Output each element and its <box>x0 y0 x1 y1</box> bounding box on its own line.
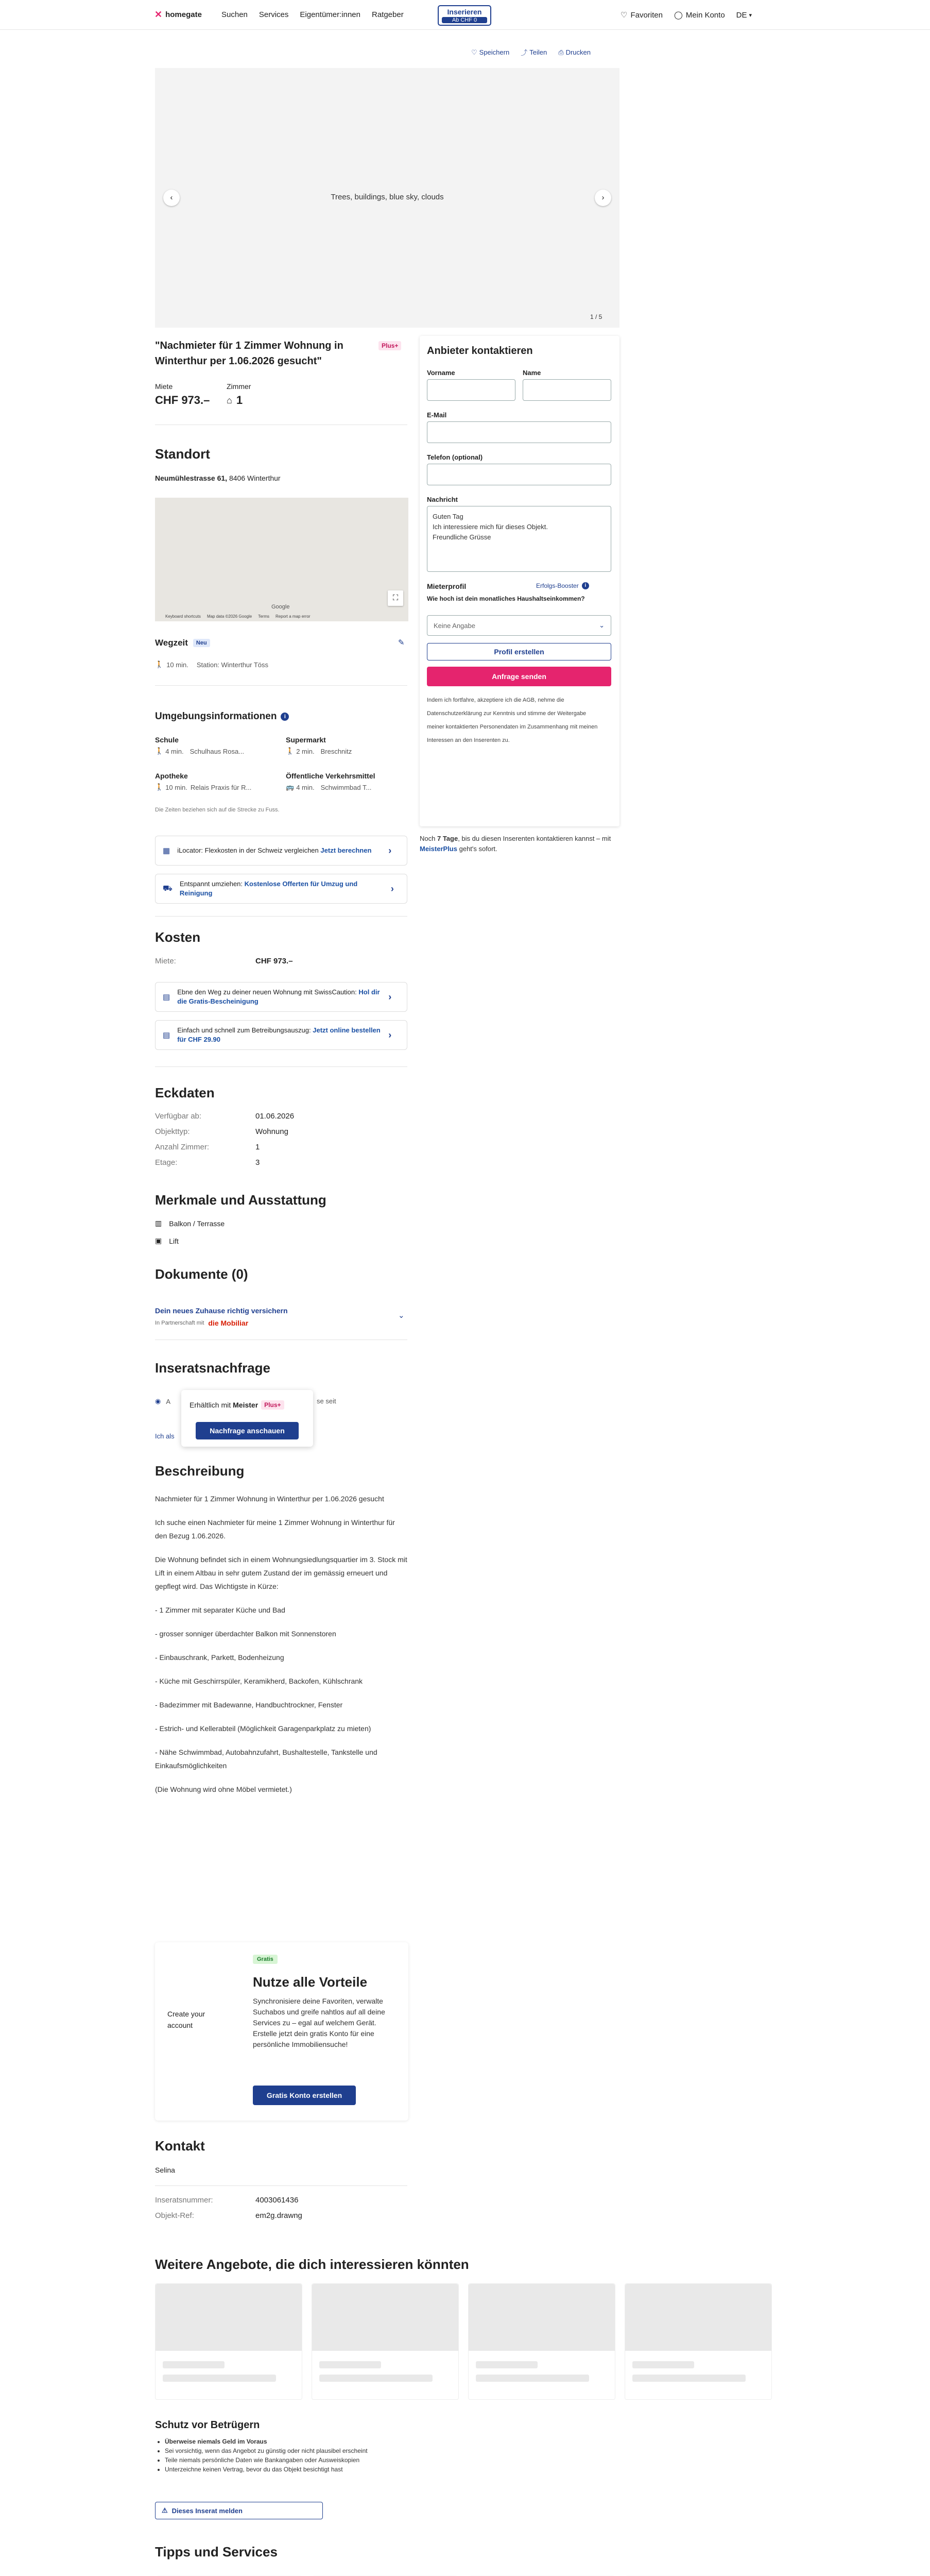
env-time: 4 min. <box>296 783 315 791</box>
feature-item: Lift <box>169 1236 179 1245</box>
next-image-button[interactable] <box>595 190 611 206</box>
env-place: Schwimmbad T... <box>320 783 372 791</box>
commute-time: 10 min. <box>166 660 188 669</box>
env-label: Öffentliche Verkehrsmittel <box>286 772 375 780</box>
walk-icon: 🚶 <box>155 660 164 668</box>
walk-icon: 🚶 <box>155 747 164 755</box>
contact-key: Objekt-Ref: <box>155 2211 194 2220</box>
fact-row <box>155 1124 294 1140</box>
last-name-field[interactable] <box>523 379 611 401</box>
env-item-supermarket <box>286 736 404 755</box>
phone-field[interactable] <box>427 464 611 485</box>
costs-label: Miete: <box>155 957 176 965</box>
popup-bold: Meister <box>233 1401 259 1409</box>
insert-label: Inserieren <box>447 8 482 16</box>
fullscreen-icon: ⛶ <box>392 594 399 602</box>
share-button[interactable] <box>521 47 547 57</box>
fraud-list <box>165 2437 368 2474</box>
fraud-item: • Überweise niemals Geld im Voraus <box>165 2437 368 2446</box>
env-time: 2 min. <box>296 747 315 755</box>
email-field[interactable] <box>427 421 611 443</box>
contact-value: em2g.drawng <box>255 2211 302 2220</box>
nav-ratgeber[interactable]: Ratgeber <box>371 10 404 19</box>
demand-popup <box>181 1390 313 1447</box>
info-icon: i <box>582 582 589 589</box>
description-paragraph: - Nähe Schwimmbad, Autobahnzufahrt, Bushaltestelle, Tankstelle und Einkaufsmöglichkeiten <box>155 1748 377 1770</box>
fact-value: 1 <box>255 1143 260 1151</box>
nav-suchen[interactable]: Suchen <box>221 10 248 19</box>
fact-key: Etage: <box>155 1158 178 1167</box>
rent-value: CHF 973.– <box>155 394 210 406</box>
env-place: Breschnitz <box>320 747 352 755</box>
listing-title <box>155 338 397 369</box>
popup-text: Erhältlich mit <box>190 1401 231 1409</box>
fraud-item: • Sei vorsichtig, wenn das Angebot zu günstig oder nicht plausibel erscheint <box>165 2446 368 2455</box>
note-text: Noch <box>420 835 436 842</box>
description-heading: Beschreibung <box>155 1463 245 1479</box>
signup-body: Synchronisiere deine Favoriten, verwalte Suchabos und greife nahtlos auf all deine Services zu – egal auf welchem Gerät. Erstelle jetzt dein gratis Konto für eine persönliche Immobiliensuche! <box>253 1997 385 2048</box>
chevron-right-icon: › <box>601 193 605 202</box>
map-shortcuts[interactable]: Keyboard shortcuts <box>165 614 201 619</box>
promo-text: Ebne den Weg zu deiner neuen Wohnung mit SwissCaution: <box>177 988 357 996</box>
env-label: Schule <box>155 736 179 744</box>
promo-ilocator[interactable] <box>155 836 407 866</box>
balcony-icon: ▥ <box>155 1219 162 1227</box>
contact-key: Inseratsnummer: <box>155 2196 213 2205</box>
top-header <box>0 0 930 30</box>
truck-icon: ⛟ <box>163 884 173 893</box>
description-paragraph: - 1 Zimmer mit separater Küche und Bad <box>155 1606 285 1614</box>
fact-value: 3 <box>255 1158 260 1167</box>
map-terms[interactable]: Terms <box>258 614 270 619</box>
fact-key: Verfügbar ab: <box>155 1112 202 1121</box>
offer-card-skeleton[interactable] <box>468 2283 615 2400</box>
env-label: Apotheke <box>155 772 188 780</box>
warning-icon: ⚠ <box>162 2506 168 2514</box>
nav-eigentuemer[interactable]: Eigentümer:innen <box>300 10 360 19</box>
promo-link[interactable]: Hol dir die Gratis-Bescheinigung <box>177 988 380 1005</box>
logo-text: homegate <box>165 10 202 19</box>
partner-text: In Partnerschaft mit <box>155 1320 204 1326</box>
listing-title-text: "Nachmieter für 1 Zimmer Wohnung in Winterthur per 1.06.2026 gesucht" <box>155 340 343 367</box>
document-icon: ▤ <box>163 1031 170 1040</box>
promo-text: iLocator: Flexkosten in der Schweiz vergleichen <box>177 846 319 854</box>
contact-row <box>155 2193 302 2208</box>
print-label: Drucken <box>565 48 591 56</box>
env-item-school <box>155 736 273 755</box>
map-google: Google <box>271 604 290 610</box>
map-data: Map data ©2026 Google <box>206 614 252 619</box>
env-place: Schulhaus Rosa... <box>190 747 245 755</box>
chevron-down-icon: ▾ <box>749 12 752 19</box>
facts-table <box>155 1109 294 1171</box>
heart-icon: ♡ <box>621 11 628 20</box>
fact-value: 01.06.2026 <box>255 1112 295 1121</box>
contact-heading: Kontakt <box>155 2138 205 2154</box>
bus-icon: 🚌 <box>286 783 295 791</box>
user-icon: ◯ <box>674 11 683 20</box>
favorites-label: Favoriten <box>630 10 663 20</box>
language-label: DE <box>736 10 747 20</box>
legal-text: Indem ich fortfahre, akzeptiere ich die AGB, nehme die Datenschutzerklärung zur Kenntnis und stimme der Weitergabe meiner kontaktierten Personendaten im Zusammenhang mit meinen Interessen an den Inserenten zu. <box>427 697 598 743</box>
env-note: Die Zeiten beziehen sich auf die Strecke zu Fuss. <box>155 807 280 813</box>
env-time: 10 min. <box>165 783 187 791</box>
fact-row <box>155 1109 294 1124</box>
contact-form-title: Anbieter kontaktieren <box>427 345 533 357</box>
description-paragraph: (Die Wohnung wird ohne Möbel vermietet.) <box>155 1785 292 1793</box>
env-heading: Umgebungsinformationen <box>155 711 277 722</box>
first-name-field[interactable] <box>427 379 515 401</box>
promo-swisscaution[interactable] <box>155 982 407 1012</box>
rooms-label: Zimmer <box>227 382 251 391</box>
fraud-heading: Schutz vor Betrügern <box>155 2419 260 2431</box>
feature-item: Balkon / Terrasse <box>169 1219 225 1228</box>
address-city: 8406 Winterthur <box>229 474 281 482</box>
promo-betreibung[interactable] <box>155 1020 407 1050</box>
send-request-button[interactable]: Anfrage senden <box>427 667 611 686</box>
env-label: Supermarkt <box>286 736 326 744</box>
chevron-right-icon: › <box>388 1029 392 1040</box>
costs-heading: Kosten <box>155 929 201 945</box>
features-heading: Merkmale und Ausstattung <box>155 1192 326 1208</box>
promo-moving[interactable] <box>155 874 407 904</box>
create-account-button[interactable]: Gratis Konto erstellen <box>253 2086 356 2105</box>
plus-badge: Plus+ <box>261 1400 284 1410</box>
promo-text: Entspannt umziehen: <box>179 880 243 888</box>
map-zoom-button[interactable] <box>388 590 403 606</box>
calculator-icon: ▦ <box>163 846 170 855</box>
promo-link[interactable]: Jetzt online bestellen für CHF 29.90 <box>177 1026 381 1043</box>
offer-card-skeleton[interactable] <box>625 2283 772 2400</box>
fact-row <box>155 1140 294 1155</box>
image-counter: 1 / 5 <box>590 313 602 320</box>
costs-value: CHF 973.– <box>255 957 293 965</box>
promo-link[interactable]: Kostenlose Offerten für Umzug und Reinigung <box>179 880 358 897</box>
image-gallery[interactable] <box>155 68 619 328</box>
income-question: Wie hoch ist dein monatliches Haushaltseinkommen? <box>427 595 585 602</box>
note-days: 7 Tage <box>437 835 458 842</box>
document-icon: ▤ <box>163 993 170 1002</box>
address-street: Neumühlestrasse 61, <box>155 474 228 482</box>
offer-card-skeleton[interactable] <box>155 2283 302 2400</box>
offer-card-skeleton[interactable] <box>312 2283 459 2400</box>
chevron-down-icon: ⌄ <box>398 1311 405 1320</box>
fraud-item: • Teile niemals persönliche Daten wie Bankangaben oder Ausweiskopien <box>165 2455 368 2465</box>
insert-sub: Ab CHF 0 <box>442 17 487 23</box>
chevron-right-icon: › <box>388 845 392 856</box>
env-item-pharmacy <box>155 772 279 791</box>
fact-key: Objekttyp: <box>155 1127 190 1136</box>
insert-button[interactable] <box>438 5 491 26</box>
note-text: geht's sofort. <box>459 845 497 853</box>
contact-name: Selina <box>155 2166 175 2174</box>
commute-title: Wegzeit <box>155 638 188 648</box>
signup-left: Create your account <box>167 2010 205 2029</box>
fact-row <box>155 1155 294 1171</box>
description-paragraph: - Küche mit Geschirrspüler, Keramikherd, Backofen, Kühlschrank <box>155 1677 363 1685</box>
env-item-transport <box>286 772 409 791</box>
location-map[interactable] <box>155 498 408 621</box>
last-name-label: Name <box>523 369 541 377</box>
facts-heading: Eckdaten <box>155 1085 215 1100</box>
gratis-badge: Gratis <box>253 1955 278 1964</box>
map-report[interactable]: Report a map error <box>275 614 311 619</box>
description-paragraph: - Einbauschrank, Parkett, Bodenheizung <box>155 1653 284 1662</box>
more-offers-heading: Weitere Angebote, die dich interessieren könnten <box>155 2257 469 2272</box>
tips-heading: Tipps und Services <box>155 2544 278 2560</box>
logo-icon: ✕ <box>154 9 163 20</box>
description-paragraph: - Badezimmer mit Badewanne, Handbuchtrockner, Fenster <box>155 1701 343 1709</box>
fact-key: Anzahl Zimmer: <box>155 1143 210 1151</box>
chevron-down-icon: ⌄ <box>599 621 605 629</box>
create-profile-button[interactable]: Profil erstellen <box>427 643 611 660</box>
contact-table <box>155 2193 302 2224</box>
account-link[interactable] <box>674 10 725 20</box>
location-heading: Standort <box>155 446 210 462</box>
description-paragraph: - Estrich- und Kellerabteil (Möglichkeit Garagenparkplatz zu mieten) <box>155 1724 371 1733</box>
rooms-value: 1 <box>236 394 243 406</box>
insurance-link[interactable]: Dein neues Zuhause richtig versichern <box>155 1307 288 1315</box>
insurance-promo[interactable] <box>155 1307 407 1327</box>
description-paragraph: Nachmieter für 1 Zimmer Wohnung in Winterthur per 1.06.2026 gesucht <box>155 1495 384 1503</box>
share-label: Teilen <box>529 48 547 56</box>
report-listing-button[interactable] <box>155 2502 323 2519</box>
booster-label: Erfolgs-Booster <box>536 582 579 589</box>
tenant-profile-title: Mieterprofil <box>427 582 467 590</box>
nav-services[interactable]: Services <box>259 10 289 19</box>
save-button[interactable] <box>471 48 509 57</box>
logo[interactable] <box>154 9 202 20</box>
eye-icon: ◉ <box>155 1397 161 1405</box>
documents-heading: Dokumente (0) <box>155 1266 248 1282</box>
description-paragraph: Ich suche einen Nachmieter für meine 1 Zimmer Wohnung in Winterthur für den Bezug 1.06.2026. <box>155 1518 395 1540</box>
mobiliar-logo: die Mobiliar <box>208 1319 249 1327</box>
contact-row <box>155 2208 302 2224</box>
prev-image-button[interactable] <box>163 190 180 206</box>
description-paragraph: - grosser sonniger überdachter Balkon mit Sonnenstoren <box>155 1630 336 1638</box>
demand-heading: Inseratsnachfrage <box>155 1360 270 1376</box>
promo-text: Einfach und schnell zum Betreibungsauszug: <box>177 1026 311 1034</box>
signup-title: Nutze alle Vorteile <box>253 1974 368 1990</box>
heart-icon: ♡ <box>471 48 477 56</box>
new-badge: Neu <box>193 639 210 647</box>
first-name-label: Vorname <box>427 369 455 377</box>
message-label: Nachricht <box>427 496 458 503</box>
demand-seen-suffix: se seit <box>317 1397 336 1405</box>
view-demand-button[interactable]: Nachfrage anschauen <box>196 1422 299 1439</box>
contact-wait-note <box>420 834 619 854</box>
share-icon: ⤴ <box>521 49 528 57</box>
chevron-right-icon: › <box>390 883 394 894</box>
favorites-link[interactable] <box>621 10 663 20</box>
phone-label: Telefon (optional) <box>427 453 483 461</box>
promo-link[interactable]: Jetzt berechnen <box>320 846 372 854</box>
plus-badge: Plus+ <box>378 341 401 350</box>
meisterplus-link[interactable]: MeisterPlus <box>420 845 457 853</box>
env-time: 4 min. <box>165 747 184 755</box>
print-button[interactable] <box>558 48 591 57</box>
income-value: Keine Angabe <box>434 621 475 630</box>
booster-link[interactable] <box>536 582 589 589</box>
language-select[interactable] <box>736 11 752 20</box>
chevron-left-icon: ‹ <box>170 193 173 202</box>
fact-value: Wohnung <box>255 1127 288 1136</box>
chevron-right-icon: › <box>388 991 392 1002</box>
info-icon[interactable]: i <box>281 713 289 721</box>
commute-destination: Station: Winterthur Töss <box>196 660 269 669</box>
print-icon: ⎙ <box>558 48 564 56</box>
contact-sidebar <box>420 336 619 826</box>
income-select[interactable] <box>427 615 611 636</box>
save-label: Speichern <box>479 48 510 56</box>
note-text: , bis du diesen Inserenten kontaktieren kannst – mit <box>458 835 611 842</box>
env-place: Relais Praxis für R... <box>190 783 252 791</box>
signup-card <box>155 1942 408 2121</box>
email-label: E-Mail <box>427 411 447 419</box>
message-field[interactable]: Guten Tag Ich interessiere mich für dieses Objekt. Freundliche Grüsse <box>427 506 611 572</box>
description-paragraph: Die Wohnung befindet sich in einem Wohnungsiedlungsquartier im 3. Stock mit Lift in einem Altbau in sehr gutem Zustand der im gemässig erneuert und gepflegt wird. Das Wichtigste in Kürze: <box>155 1555 407 1590</box>
image-caption: Trees, buildings, blue sky, clouds <box>331 193 444 201</box>
walk-icon: 🚶 <box>286 747 295 755</box>
walk-icon: 🚶 <box>155 783 164 791</box>
demand-seen-prefix: A <box>166 1397 171 1405</box>
rent-label: Miete <box>155 382 173 391</box>
report-label: Dieses Inserat melden <box>171 2506 243 2515</box>
edit-icon[interactable]: ✎ <box>398 638 405 647</box>
house-icon: ⌂ <box>227 395 232 405</box>
description-body <box>155 1492 408 1796</box>
account-label: Mein Konto <box>685 10 725 20</box>
fraud-item: • Unterzeichne keinen Vertrag, bevor du das Objekt besichtigt hast <box>165 2465 368 2474</box>
demand-more: Ich als <box>155 1432 175 1440</box>
contact-value: 4003061436 <box>255 2196 299 2205</box>
lift-icon: ▣ <box>155 1236 162 1245</box>
